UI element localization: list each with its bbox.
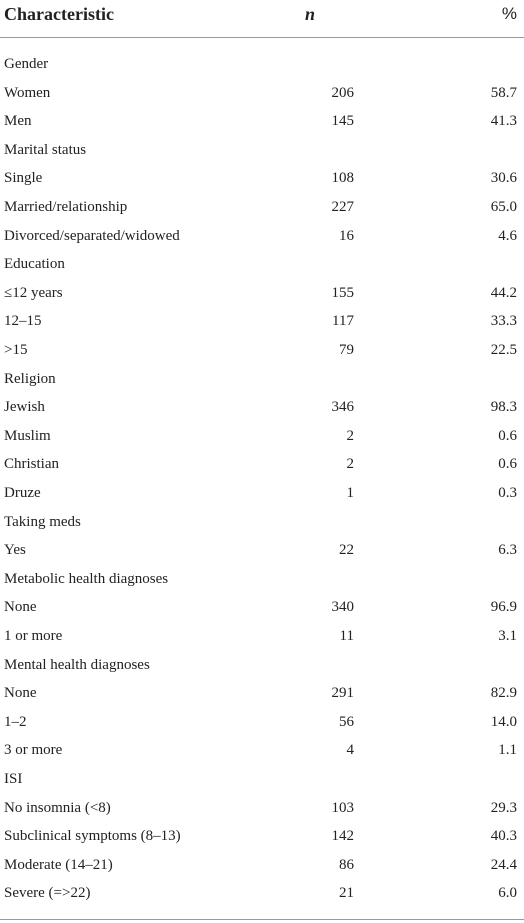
table-row: [0, 193, 524, 221]
cell-n: 16: [339, 227, 354, 244]
cell-percent: 58.7: [490, 84, 517, 101]
cell-label: Muslim: [4, 427, 51, 444]
cell-label: Taking meds: [4, 513, 81, 530]
cell-n: 21: [339, 885, 354, 902]
cell-label: Married/relationship: [4, 199, 128, 215]
table-row: [0, 479, 524, 507]
cell-label: 1 or more: [4, 628, 63, 644]
cell-n: 79: [339, 342, 354, 358]
cell-label: Women: [4, 84, 51, 101]
section-heading-row: [0, 508, 524, 536]
cell-percent: 22.5: [490, 342, 517, 358]
cell-percent: 3.1: [498, 628, 517, 644]
cell-n: 145: [331, 113, 354, 130]
cell-percent: 98.3: [490, 399, 517, 416]
cell-label: Christian: [4, 456, 59, 473]
table-row: [0, 708, 524, 736]
table-row: [0, 851, 524, 879]
cell-n: 86: [339, 856, 354, 873]
section-heading-row: [0, 651, 524, 679]
table-row: [0, 822, 524, 850]
section-heading-row: [0, 565, 524, 593]
cell-percent: 29.3: [490, 799, 517, 816]
cell-label: Subclinical symptoms (8–13): [4, 828, 181, 845]
cell-percent: 40.3: [490, 828, 517, 845]
table-row: [0, 164, 524, 192]
table-row: [0, 736, 524, 764]
cell-n: 22: [339, 542, 354, 559]
section-heading-row: [0, 50, 524, 78]
cell-label: None: [4, 599, 37, 616]
cell-percent: 6.0: [498, 885, 517, 902]
cell-label: 1–2: [4, 713, 27, 730]
cell-n: 291: [331, 685, 354, 702]
cell-n: 227: [331, 199, 354, 215]
header-n: n: [304, 4, 315, 24]
cell-label: Druze: [4, 485, 41, 501]
table-row: [0, 450, 524, 478]
section-heading-row: [0, 136, 524, 164]
table-row: [0, 794, 524, 822]
cell-percent: 24.4: [490, 856, 517, 873]
cell-label: >15: [4, 342, 28, 358]
cell-label: Moderate (14–21): [4, 856, 113, 873]
cell-percent: 0.3: [498, 485, 517, 501]
table-row: [0, 679, 524, 707]
cell-n: 103: [331, 799, 354, 816]
cell-percent: 44.2: [490, 284, 517, 301]
cell-percent: 14.0: [490, 713, 517, 730]
cell-label: 12–15: [4, 313, 42, 330]
cell-label: No insomnia (<8): [4, 799, 111, 816]
cell-n: 142: [331, 828, 354, 845]
table-row: [0, 336, 524, 364]
cell-label: Marital status: [4, 141, 87, 158]
cell-n: 56: [339, 713, 354, 730]
cell-label: Gender: [4, 56, 49, 72]
table-row: [0, 393, 524, 421]
cell-n: 155: [331, 284, 354, 301]
cell-label: ISI: [4, 771, 23, 787]
table-row: [0, 536, 524, 564]
table-row: [0, 593, 524, 621]
table-row: [0, 279, 524, 307]
cell-label: Metabolic health diagnoses: [4, 570, 169, 587]
section-heading-row: [0, 765, 524, 793]
cell-percent: 0.6: [498, 427, 517, 444]
cell-percent: 65.0: [490, 199, 517, 215]
cell-percent: 4.6: [498, 227, 517, 244]
cell-label: Single: [4, 170, 43, 187]
cell-percent: 82.9: [490, 685, 517, 702]
cell-percent: 6.3: [498, 542, 517, 559]
cell-percent: 41.3: [490, 113, 517, 130]
cell-label: 3 or more: [4, 742, 63, 759]
cell-n: 4: [346, 742, 354, 759]
table-row: [0, 422, 524, 450]
table-row: [0, 222, 524, 250]
cell-n: 2: [346, 456, 354, 473]
cell-percent: 33.3: [490, 313, 517, 330]
table-row: [0, 879, 524, 907]
cell-label: ≤12 years: [4, 284, 63, 301]
cell-n: 340: [331, 599, 354, 616]
header-rule: [0, 37, 524, 38]
cell-n: 1: [346, 485, 354, 501]
cell-label: Education: [4, 256, 65, 273]
section-heading-row: [0, 250, 524, 278]
table-header: [0, 0, 524, 30]
table-row: [0, 622, 524, 650]
cell-n: 206: [331, 84, 354, 101]
table-row: [0, 79, 524, 107]
cell-label: None: [4, 685, 37, 702]
cell-label: Severe (=>22): [4, 885, 91, 902]
cell-n: 108: [331, 170, 354, 187]
cell-n: 346: [331, 399, 354, 416]
cell-label: Divorced/separated/widowed: [4, 227, 180, 244]
section-heading-row: [0, 365, 524, 393]
bottom-rule: [0, 919, 524, 920]
cell-percent: 0.6: [498, 456, 517, 473]
header-percent: %: [501, 4, 517, 23]
header-characteristic: Characteristic: [4, 4, 114, 24]
cell-label: Religion: [4, 370, 56, 387]
table-row: [0, 307, 524, 335]
cell-n: 2: [346, 427, 354, 444]
cell-label: Mental health diagnoses: [4, 656, 150, 673]
table-row: [0, 107, 524, 135]
cell-n: 117: [332, 313, 354, 330]
cell-percent: 30.6: [490, 170, 517, 187]
cell-label: Jewish: [4, 399, 45, 416]
cell-n: 11: [339, 628, 354, 644]
cell-label: Men: [4, 113, 32, 130]
cell-percent: 96.9: [490, 599, 517, 616]
cell-label: Yes: [4, 542, 26, 559]
cell-percent: 1.1: [498, 742, 517, 759]
